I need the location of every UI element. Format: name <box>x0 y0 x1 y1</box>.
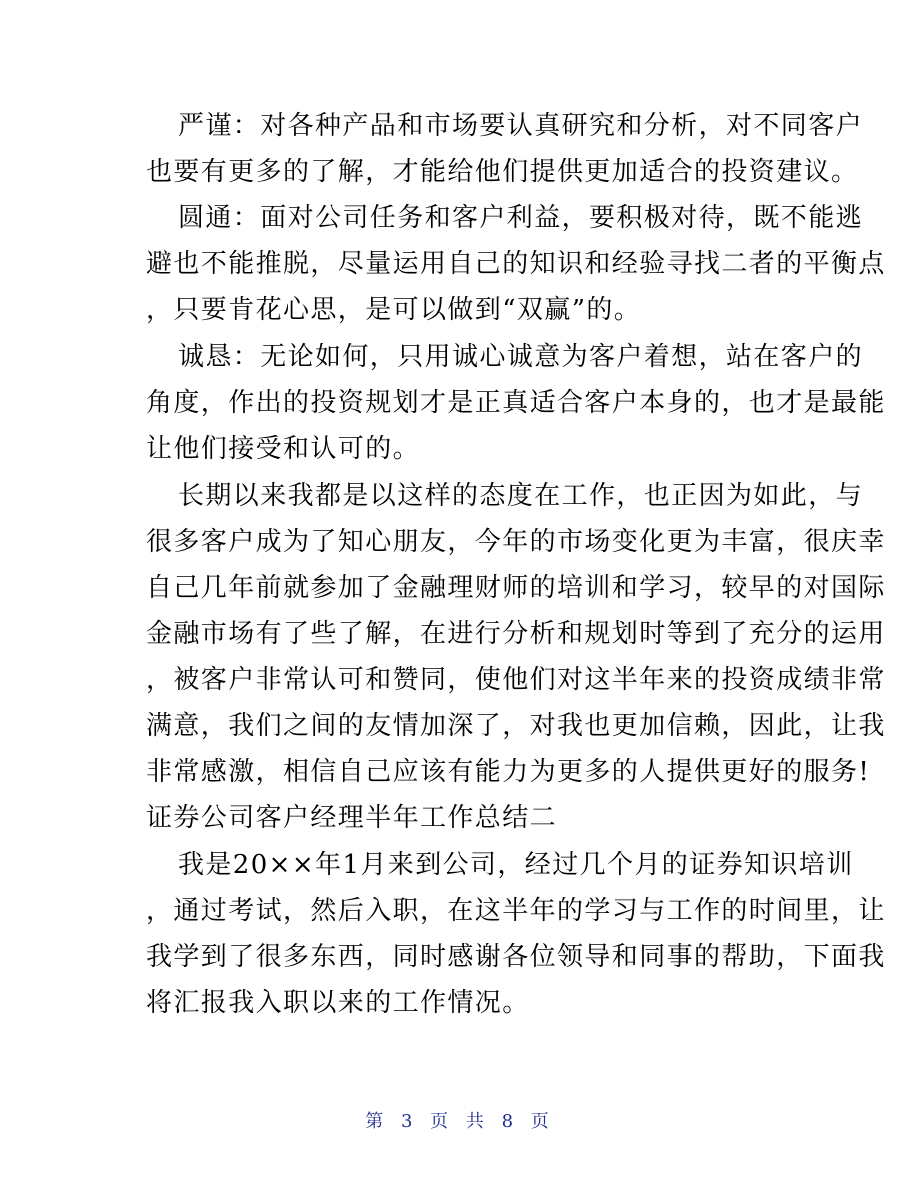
paragraph-line: 避也不能推脱，尽量运用自己的知识和经验寻找二者的平衡点 <box>146 249 886 279</box>
paragraph-line: 非常感激，相信自己应该有能力为更多的人提供更好的服务! <box>146 757 871 787</box>
paragraph-line: 满意，我们之间的友情加深了，对我也更加信赖，因此，让我 <box>146 711 886 741</box>
paragraph-line: 我是20××年1月来到公司，经过几个月的证券知识培训 <box>178 850 854 880</box>
paragraph-line: 诚恳：无论如何，只用诚心诚意为客户着想，站在客户的 <box>178 342 864 372</box>
paragraph-line: 让他们接受和认可的。 <box>146 434 421 464</box>
paragraph-line: 自己几年前就参加了金融理财师的培训和学习，较早的对国际 <box>146 573 886 603</box>
paragraph-line: 金融市场有了些了解，在进行分析和规划时等到了充分的运用 <box>146 619 886 649</box>
paragraph-line: 严谨：对各种产品和市场要认真研究和分析，对不同客户 <box>178 111 864 141</box>
paragraph-line: 圆通：面对公司任务和客户利益，要积极对待，既不能逃 <box>178 203 864 233</box>
section-heading: 证券公司客户经理半年工作总结二 <box>146 803 558 833</box>
paragraph-line: 将汇报我入职以来的工作情况。 <box>146 988 530 1018</box>
paragraph-line: 角度，作出的投资规划才是正真适合客户本身的，也才是最能 <box>146 388 886 418</box>
paragraph-line: ，只要肯花心思，是可以做到“双赢”的。 <box>146 295 642 325</box>
paragraph-line: 也要有更多的了解，才能给他们提供更加适合的投资建议。 <box>146 157 859 187</box>
paragraph-line: ，被客户非常认可和赞同，使他们对这半年来的投资成绩非常 <box>146 665 886 695</box>
page-number-footer: 第 3 页 共 8 页 <box>365 1111 555 1132</box>
paragraph-line: ，通过考试，然后入职，在这半年的学习与工作的时间里，让 <box>146 896 886 926</box>
paragraph-line: 长期以来我都是以这样的态度在工作，也正因为如此，与 <box>178 481 864 511</box>
paragraph-line: 我学到了很多东西，同时感谢各位领导和同事的帮助，下面我 <box>146 942 886 972</box>
paragraph-line: 很多客户成为了知心朋友，今年的市场变化更为丰富，很庆幸 <box>146 527 886 557</box>
